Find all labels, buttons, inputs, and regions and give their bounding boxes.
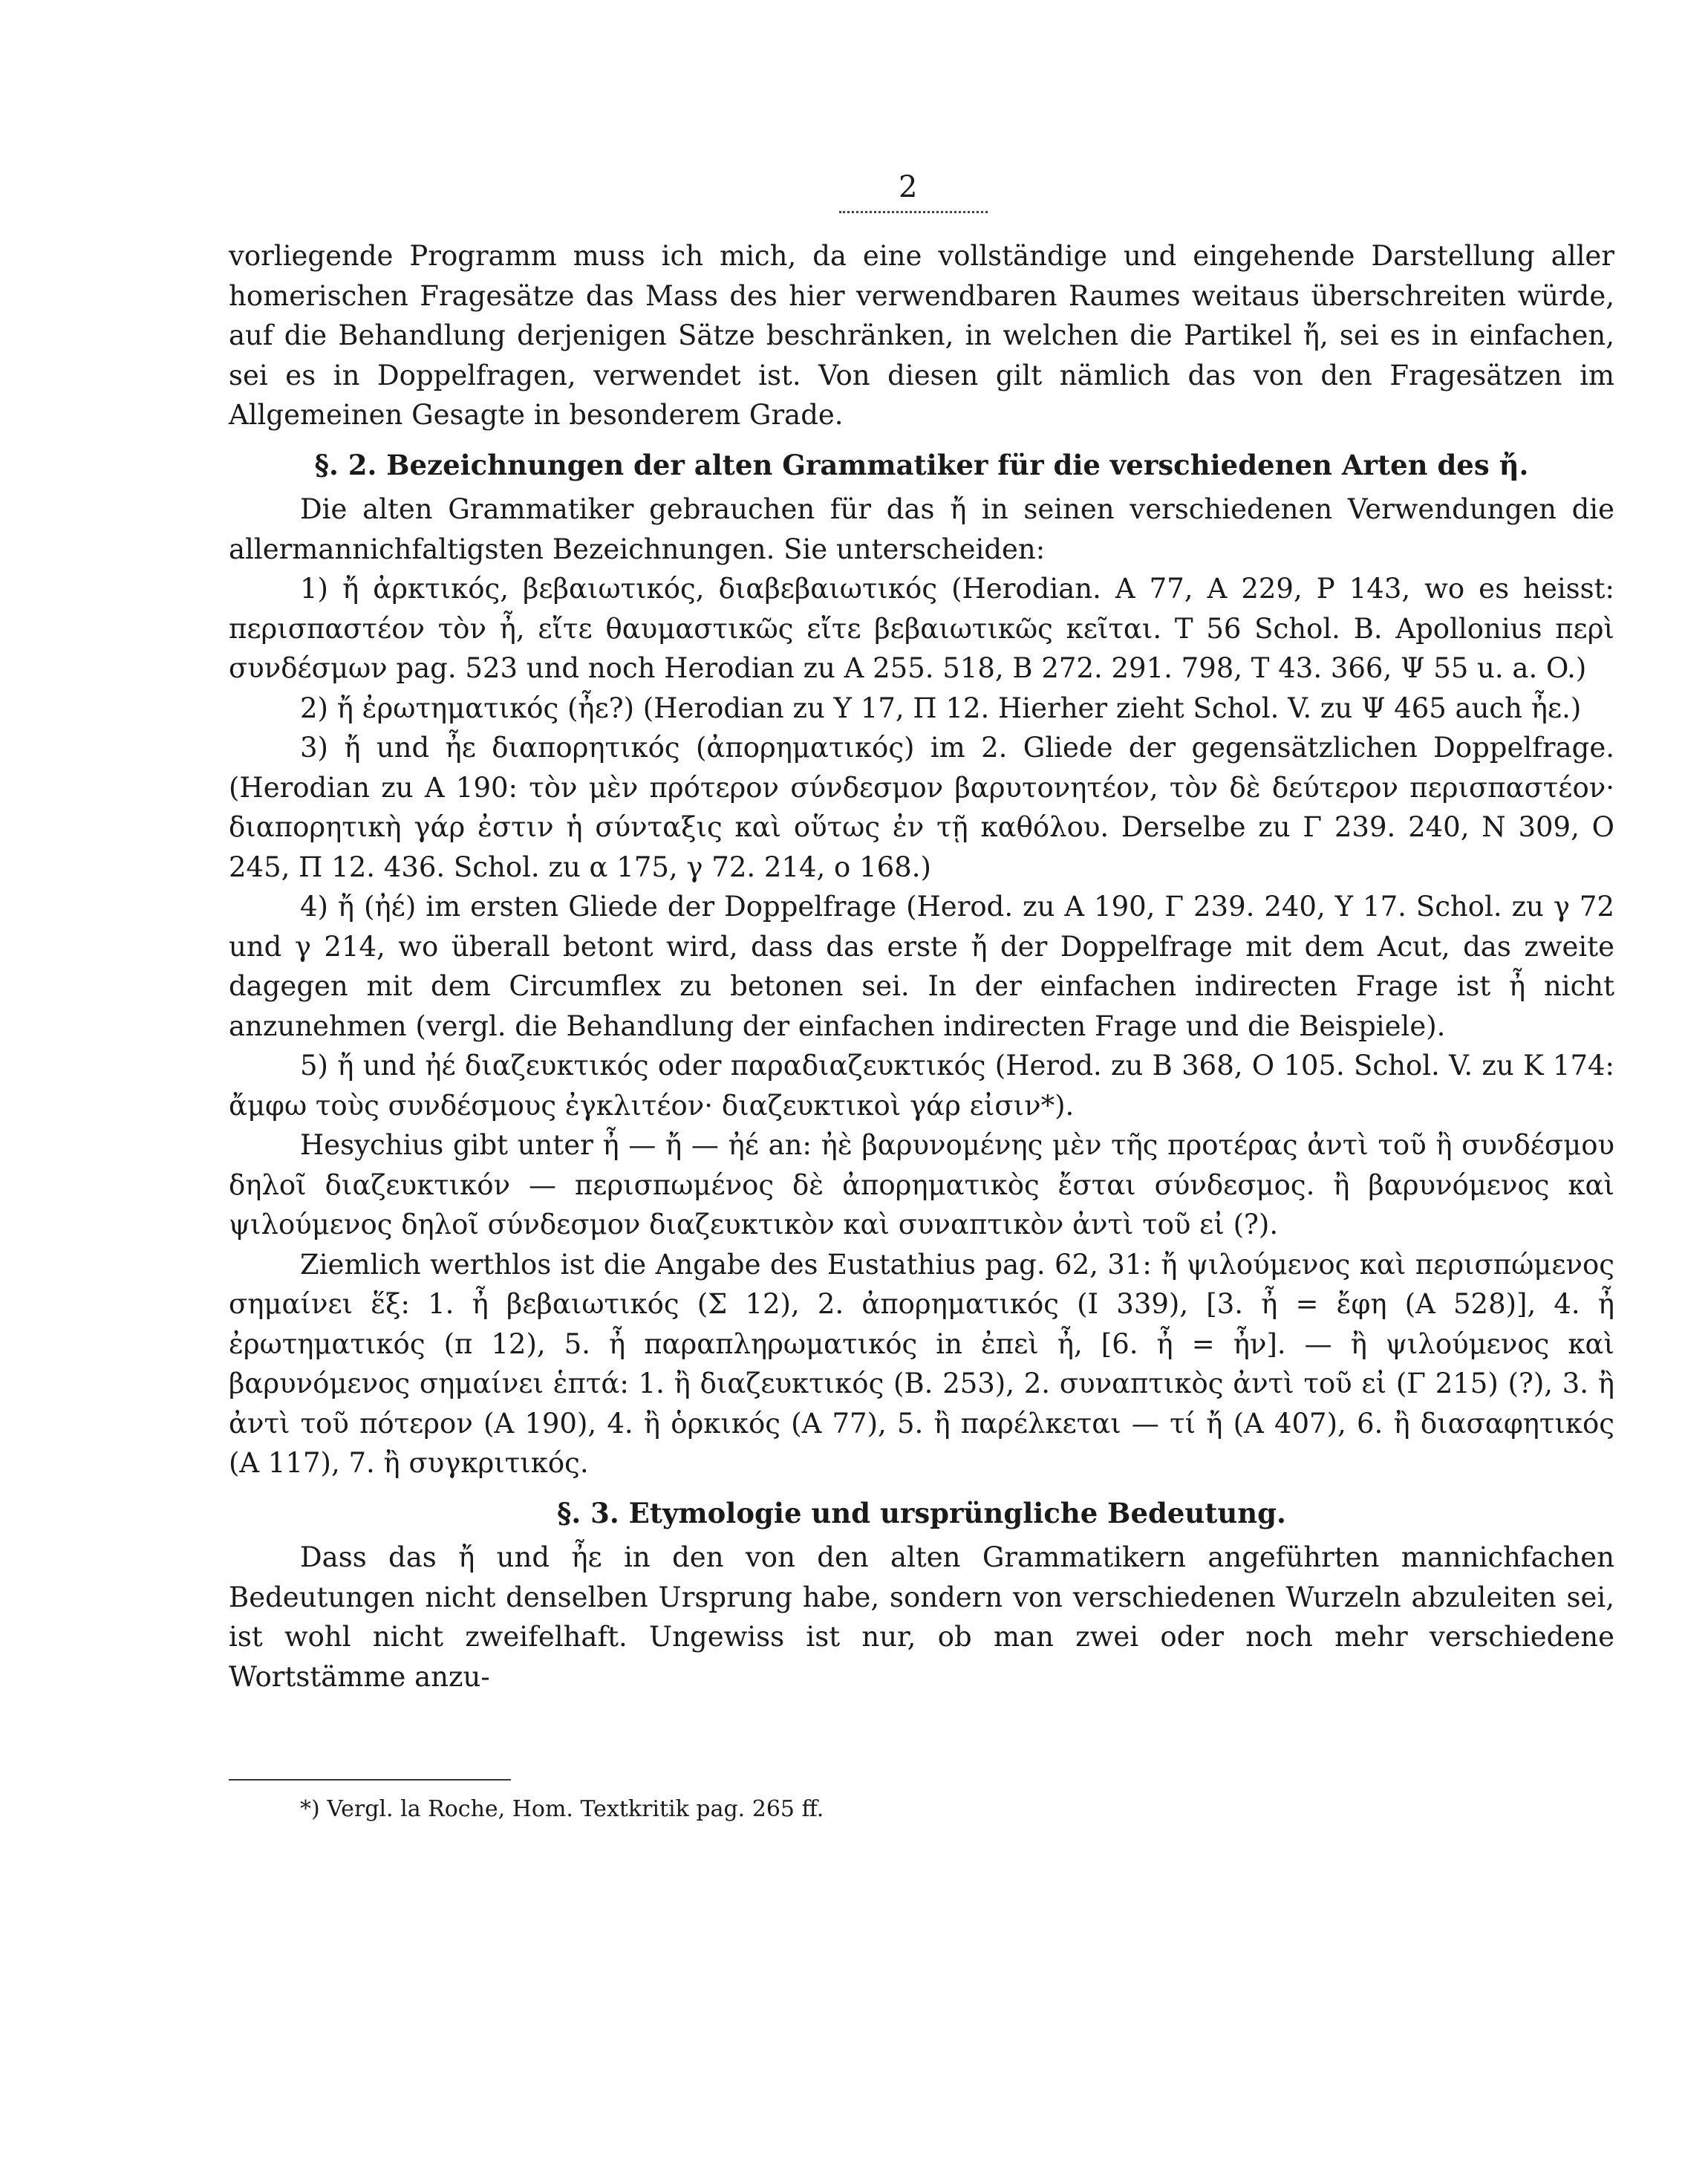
- list-item: 5) ἤ und ἠέ διαζευκτικός oder παραδιαζευκτικός (Herod. zu Β 368, Ο 105. Schol. V. zu Κ 174: ἄμφω τοὺς συνδέσμους ἐγκλιτέον· διαζευκτικοὶ γάρ εἰσιν*).: [229, 1050, 1614, 1122]
- section-heading: §. 2. Bezeichnungen der alten Grammatiker für die verschiedenen Arten des ἤ.: [314, 448, 1529, 481]
- paragraph: Ziemlich werthlos ist die Angabe des Eustathius pag. 62, 31: ἤ ψιλούμενος καὶ περισπώμενος σημαίνει ἕξ: 1. ἦ βεβαιωτικός (Σ 12), 2. ἀπορηματικός (Ι 339), [3. ἦ = ἔφη (Α 528)], 4. ἦ ἐρωτηματικός (π 12), 5. ἦ παραπληρωματικός in ἐπεὶ ἦ, [6. ἦ = ἦν]. — ἢ ψιλούμενος καὶ βαρυνόμενος σημαίνει ἑπτά: 1. ἢ διαζευκτικός (B. 253), 2. συναπτικὸς ἀντὶ τοῦ εἰ (Γ 215) (?), 3. ἢ ἀντὶ τοῦ πότερον (Α 190), 4. ἢ ὁρκικός (Α 77), 5. ἢ παρέλκεται — τί ἤ (Α 407), 6. ἢ διασαφητικός (Α 117), 7. ἢ συγκριτικός.: [229, 1248, 1614, 1479]
- list-item: 3) ἤ und ἦε διαπορητικός (ἀπορηματικός) im 2. Gliede der gegensätzlichen Doppelfrage. (Herodian zu Α 190: τὸν μὲν πρότερον σύνδεσμον βαρυτονητέον, τὸν δὲ δεύτερον περισπαστέον· διαπορητικὴ γάρ ἐστιν ἡ σύνταξις καὶ οὕτως ἐν τῇ καθόλου. Derselbe zu Γ 239. 240, Ν 309, Ο 245, Π 12. 436. Schol. zu α 175, γ 72. 214, ο 168.): [229, 732, 1614, 883]
- section-heading: §. 3. Etymologie und ursprüngliche Bedeutung.: [557, 1496, 1286, 1529]
- list-item: 1) ἤ ἀρκτικός, βεβαιωτικός, διαβεβαιωτικός (Herodian. Α 77, Α 229, Ρ 143, wo es heisst: περισπαστέον τὸν ἦ, εἴτε θαυμαστικῶς εἴτε βεβαιωτικῶς κεῖται. Τ 56 Schol. B. Apollonius περὶ συνδέσμων pag. 523 und noch Herodian zu Α 255. 518, Β 272. 291. 798, Τ 43. 366, Ψ 55 u. a. O.): [229, 573, 1614, 684]
- footnote: *) Vergl. la Roche, Hom. Textkritik pag. 265 ff.: [300, 1796, 824, 1822]
- footnote-rule: [229, 1779, 511, 1781]
- paragraph: Dass das ἤ und ἦε in den von den alten Grammatikern angeführten mannichfachen Bedeutungen nicht denselben Ursprung habe, sondern von verschiedenen Wurzeln abzuleiten sei, ist wohl nicht zweifelhaft. Ungewiss ist nur, ob man zwei oder noch mehr verschiedene Wortstämme anzu-: [229, 1541, 1614, 1693]
- body-text: [229, 236, 1614, 1697]
- page-number: 2: [899, 170, 918, 204]
- paragraph: Die alten Grammatiker gebrauchen für das ἤ in seinen verschiedenen Verwendungen die allermannichfaltigsten Bezeichnungen. Sie unterscheiden:: [229, 493, 1614, 565]
- ornamental-rule: [839, 201, 988, 213]
- paragraph: vorliegende Programm muss ich mich, da eine vollständige und eingehende Darstellung aller homerischen Fragesätze das Mass des hier verwendbaren Raumes weitaus überschreiten würde, auf die Behandlung derjenigen Sätze beschränken, in welchen die Partikel ἤ, sei es in einfachen, sei es in Doppelfragen, verwendet ist. Von diesen gilt nämlich das von den Fragesätzen im Allgemeinen Gesagte in besonderem Grade.: [229, 240, 1614, 431]
- list-item: 2) ἤ ἐρωτηματικός (ἦε?) (Herodian zu Υ 17, Π 12. Hierher zieht Schol. V. zu Ψ 465 auch ἦε.): [300, 692, 1582, 724]
- list-item: 4) ἤ (ἠέ) im ersten Gliede der Doppelfrage (Herod. zu Α 190, Γ 239. 240, Υ 17. Schol. zu γ 72 und γ 214, wo überall betont wird, dass das erste ἤ der Doppelfrage mit dem Acut, das zweite dagegen mit dem Circumflex zu betonen sei. In der einfachen indirecten Frage ist ἦ nicht anzunehmen (vergl. die Behandlung der einfachen indirecten Frage und die Beispiele).: [229, 891, 1614, 1042]
- paragraph: Hesychius gibt unter ἦ — ἤ — ἠέ an: ἠὲ βαρυνομένης μὲν τῆς προτέρας ἀντὶ τοῦ ἢ συνδέσμου δηλοῖ διαζευκτικόν — περισπωμένος δὲ ἀπορηματικὸς ἔσται σύνδεσμος. ἢ βαρυνόμενος καὶ ψιλούμενος δηλοῖ σύνδεσμον διαζευκτικὸν καὶ συναπτικὸν ἀντὶ τοῦ εἰ (?).: [229, 1129, 1614, 1240]
